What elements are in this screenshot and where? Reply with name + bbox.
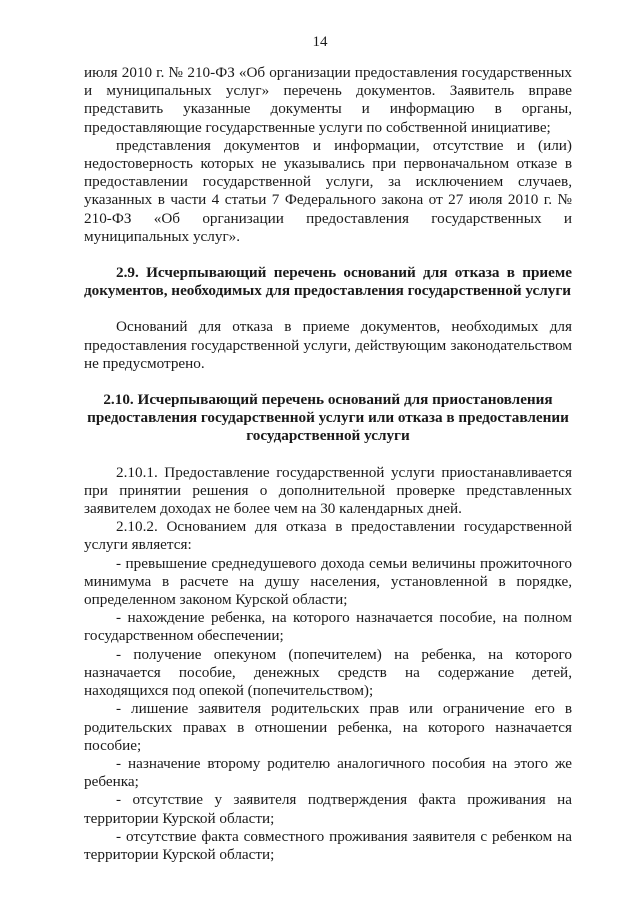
clause-2-10-1: 2.10.1. Предоставление государственной услуги приостанавливается при принятии решения о дополнительной проверке представленных заявителем доходах не более чем на 30 календарных дней. (84, 463, 572, 518)
document-body (84, 64, 572, 864)
list-item: - отсутствие факта совместного проживания заявителя с ребенком на территории Курской области; (84, 827, 572, 863)
section-2-9-text: Оснований для отказа в приеме документов, необходимых для предоставления государственной услуги, действующим законодательством не предусмотрено. (84, 318, 572, 372)
section-2-9-heading: 2.9. Исчерпывающий перечень оснований для отказа в приеме документов, необходимых для предоставления государственной услуги (84, 264, 572, 300)
clause-2-10-2: 2.10.2. Основанием для отказа в предоставлении государственной услуги является: (84, 518, 572, 554)
section-2-10-heading: 2.10. Исчерпывающий перечень оснований для приостановления предоставления государственной услуги или отказа в предоставлении государственной услуги (87, 391, 569, 445)
list-item: - нахождение ребенка, на которого назначается пособие, на полном государственном обеспечении; (84, 609, 572, 645)
paragraph-condition: представления документов и информации, отсутствие и (или) недостоверность которых не указывались при первоначальном отказе в предоставлении государственной услуги, за исключением случаев, указанных в части 4 статьи 7 Федерального закона от 27 июля 2010 г. № 210-ФЗ «Об организации предоставления государственных и муниципальных услуг». (84, 136, 572, 245)
list-item: - превышение среднедушевого дохода семьи величины прожиточного минимума в расчете на душу населения, установленной в порядке, определенном законом Курской области; (84, 554, 572, 609)
list-item: - лишение заявителя родительских прав или ограничение его в родительских правах в отношении ребенка, на которого назначается пособие; (84, 700, 572, 754)
paragraph-continuation: июля 2010 г. № 210-ФЗ «Об организации предоставления государственных и муниципальных услуг» перечень документов. Заявитель вправе представить указанные документы и информацию в органы, предоставляющие государственные услуги по собственной инициативе; (84, 64, 572, 136)
list-item: - отсутствие у заявителя подтверждения факта проживания на территории Курской области; (84, 791, 572, 827)
list-item: - назначение второму родителю аналогичного пособия на этого же ребенка; (84, 754, 572, 791)
page-number: 14 (312, 34, 328, 50)
list-item: - получение опекуном (попечителем) на ребенка, на которого назначается пособие, денежных средств на содержание детей, находящихся под опекой (попечительством); (84, 645, 572, 700)
